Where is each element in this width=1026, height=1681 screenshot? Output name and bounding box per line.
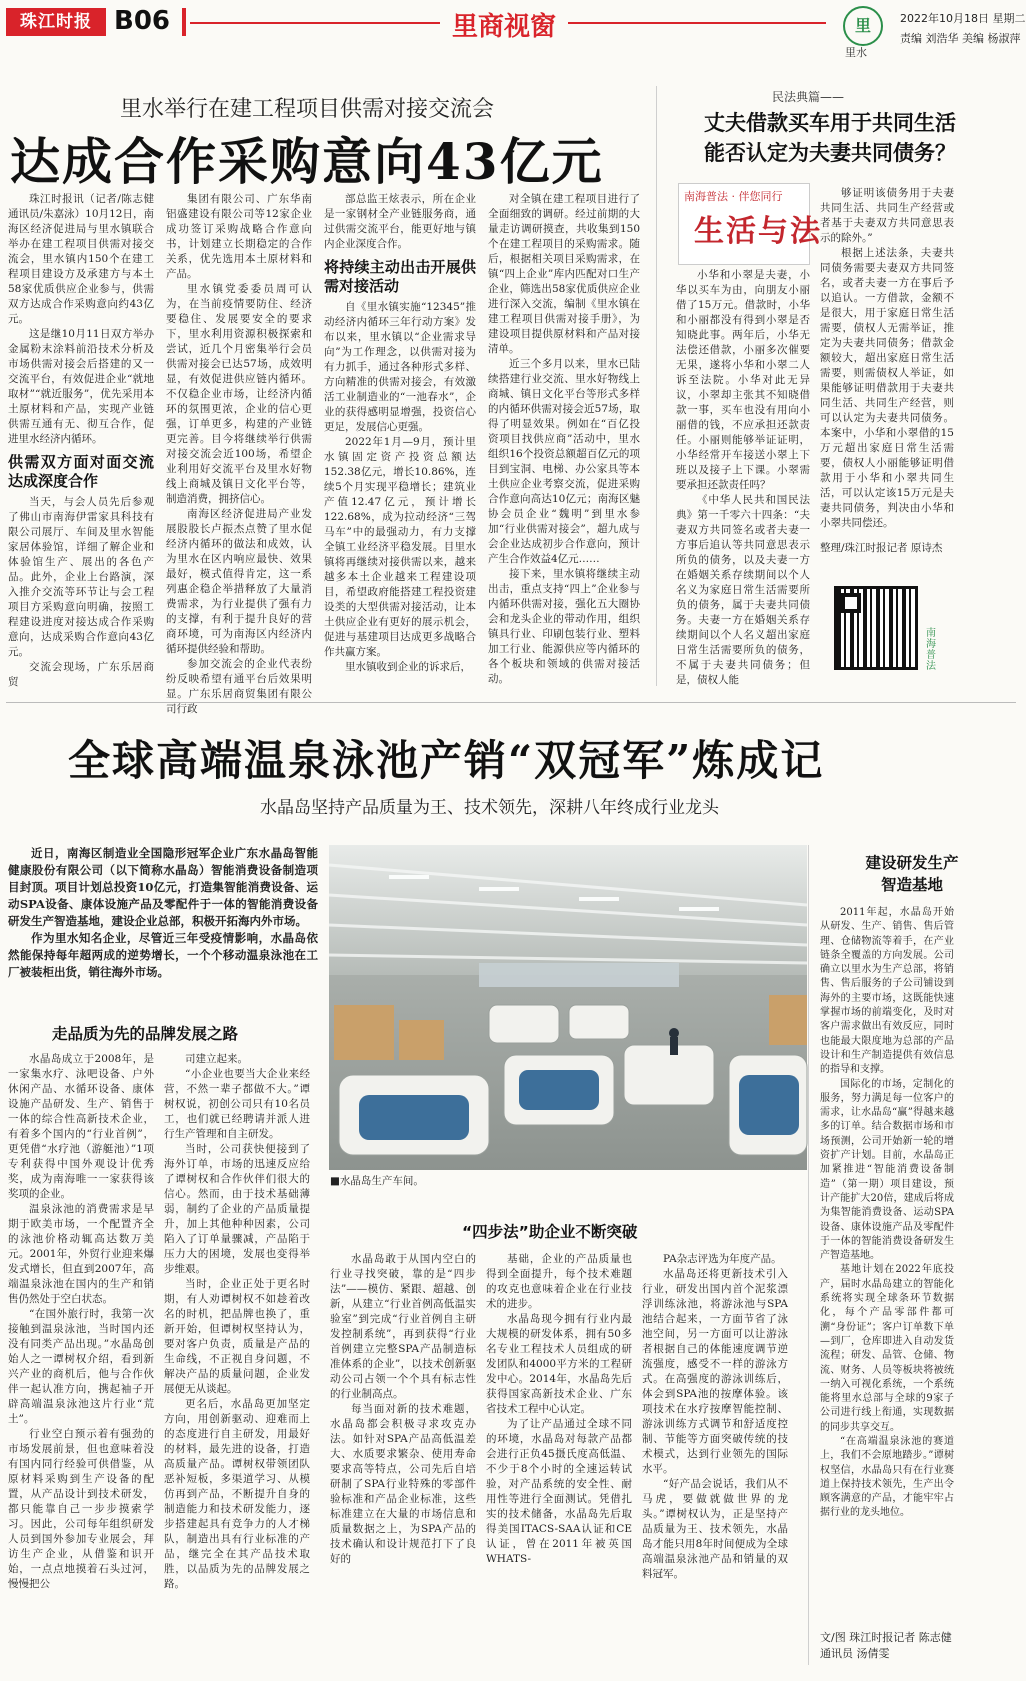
paragraph: 够证明该债务用于夫妻共同生活、共同生产经营或者基于夫妻双方共同意思表示的除外。” bbox=[820, 187, 954, 244]
paragraph: 水晶岛现今拥有行业内最大规模的研发体系，拥有50多名专业工程技术人员组成的研发团队和4000平方米的工程研发中心。2014年，水晶岛先后获得国家高新技术企业、广东省技术工程中心认定。 bbox=[486, 1313, 632, 1415]
paragraph: 当时，公司获快便接到了海外订单，市场的迅速反应给了谭树权和合作伙伴们很大的信心。然而，由于技术基础薄弱，制约了企业的产品质量提升，加上其他种种因素，公司陷入了订单量骤减，产品陷于压力大的困境，发展也变得举步维艰。 bbox=[164, 1143, 310, 1275]
paragraph: 自《里水镇实施“12345”推动经济内循环三年行动方案》发布以来，里水镇以“企业需求导向”为工作理念，以供需对接为有力抓手，通过各种形式多样、方向精准的供需对接会，有效激活工业制造业的“一池春水”，企业的获得感明显增强，投资信心更足，发展信心更强。 bbox=[324, 301, 476, 433]
district-name: 里水 bbox=[845, 46, 867, 59]
paragraph: 参加交流会的企业代表纷纷反映希望有通平台后效果明显。广东乐居商贸集团有限公司行政 bbox=[166, 658, 312, 715]
legal-column-tagline: 南海普法 · 伴您同行 bbox=[684, 190, 783, 203]
article1-subtitle: 里水举行在建工程项目供需对接交流会 bbox=[120, 97, 495, 122]
paragraph: 集团有限公司、广东华南铝盛建设有限公司等12家企业成功签订采购战略合作意向书，计划建立长期稳定的合作关系，优先选用本土原材料和产品。 bbox=[166, 193, 312, 280]
paragraph: “小企业也要当大企业来经营，不然一辈子都做不大。”谭树权说，初创公司只有10名员工，也们就已经聘请并派人进行生产管理和自主研发。 bbox=[164, 1068, 310, 1140]
section-divider bbox=[6, 702, 1016, 703]
paragraph: 小华和小翠是夫妻，小华以买车为由，向朋友小丽借了15万元。借款时，小华和小丽都没有得到小翠是否知晓此事。两年后，小华无法偿还借款，小丽多次催要无果，遂将小华和小翠二人诉至法院。小华对此无异议，小翠却主张其不知晓借款一事，买车也没有用向小丽借的钱，不应承担还款责任。小丽则能够举证证明，小华经常开车接送小翠上下班以及接子上下课。小翠需要承担还款责任吗？ bbox=[676, 269, 810, 491]
article2-title: 全球高端温泉泳池产销“双冠军”炼成记 bbox=[68, 736, 825, 785]
paragraph: 对全镇在建工程项目进行了全面细致的调研。经过前期的大量走访调研摸查，共收集到150个在建工程项目的采购需求。随后，根据相关项目采购需求，在镇“四上企业”库内匹配对口生产企业，筛选出58家优质供应企业进行深入交流，编制《里水镇在建工程项目供需对接手册》，为建设项目提供原材料和产品对接清单。 bbox=[488, 193, 640, 355]
paragraph: “在国外旅行时，我第一次接触到温泉泳池，当时国内还没有同类产品出现。”水晶岛创始人之一谭树权介绍，看到新兴产业的商机后，他与合作伙伴一起认准方向，携起袖子开辟高端温泉泳池这片行业“荒土”。 bbox=[8, 1308, 154, 1425]
factory-floor-image bbox=[329, 845, 807, 1170]
qr-code-label: 南海普法 bbox=[926, 628, 936, 672]
paragraph: 为了让产品通过全球不同的环境，水晶岛对每款产品都会进行正负45摄氏度高低温、不少于8个小时的全速运转试验，对产品系统的安全性、耐用性等进行全面测试。凭借扎实的技术储备，水晶岛先后取得美国ITACS-SAA认证和CE认证，曾在2011年被英国WHATS- bbox=[486, 1418, 632, 1565]
article2-column-2 bbox=[164, 1052, 310, 1664]
article1-column-2 bbox=[166, 192, 312, 715]
legal-title bbox=[680, 108, 980, 168]
legal-title-line-1: 丈夫借款买车用于共同生活 bbox=[704, 111, 956, 135]
paragraph: PA杂志评选为年度产品。 bbox=[663, 1253, 782, 1265]
article2-column-3 bbox=[330, 1252, 476, 1664]
article1-subheading-1: 供需双方面对面交流达成深度合作 bbox=[8, 453, 154, 490]
paragraph: 部总监王炫表示，所在企业是一家钢材全产业链服务商，通过供需交流平台，能更好地与镇内企业深度合作。 bbox=[324, 193, 476, 250]
district-logo-icon: 里 bbox=[843, 6, 883, 46]
article1-column-4 bbox=[488, 192, 640, 685]
article2-subheading-1: 走品质为先的品牌发展之路 bbox=[52, 1025, 239, 1043]
paragraph: 2011年起，水晶岛开始从研发、生产、销售、售后管理、仓储物流等着手，在产业链条全覆盖的方向发展。公司确立以里水为生产总部，将销售、售后服务的子公司铺设到海外的主要市场，这既能快速掌握市场的前端变化，及时对客户需求做出有效反应，同时也能最大限度地为总部的产品设计和生产制造提供有效信息的指导和支撑。 bbox=[820, 907, 954, 1076]
paragraph: 行业空白预示着有强劲的市场发展前景，但也意味着没有国内同行经验可供借鉴，从原材料采购到生产设备的配置，从产品设计到技术研发，都只能靠自己一步步摸索学习。因此，公司每年组织研发人员到国外参加专业展会，拜访生产企业，从借鉴和识开始，一点点地摸着石头过河，慢慢把公 bbox=[8, 1428, 154, 1590]
qr-code-icon[interactable] bbox=[834, 586, 918, 670]
photo-caption: ■水晶岛生产车间。 bbox=[330, 1175, 424, 1187]
article2-lead bbox=[8, 845, 318, 995]
paragraph: 温泉泳池的消费需求是早期于欧美市场，一个配置齐全的泳池价格动辄高达数万美元。2001年，外贸行业迎来爆发式增长，但直到2007年，高端温泉泳池在国内的生产和销售仍然处于空白状态。 bbox=[8, 1203, 154, 1305]
newspaper-logo: 珠江时报 bbox=[6, 8, 106, 36]
paragraph: 2022年1月—9月，预计里水镇固定资产投资总额达152.38亿元，增长10.86%，连续5个月实现平稳增长；建筑业产值12.47亿元，预计增长122.68%，成为拉动经济“三驾马车”中的最强动力，有力支撑全镇工业经济平稳发展。目里水镇将再继续对接供需以来，越来越多本土企业越来工程建设项目，希望政府能搭建工程投资建设类的大型供需对接活动，让本土供应企业有更好的展示机会，促进与基建项目达成更多战略合作共赢方案。 bbox=[324, 436, 476, 658]
paragraph: “好产品会说话，我们从不马虎，要做就做世界的龙头。”谭树权认为，正是坚持产品质量为王、技术领先，水晶岛才能只用8年时间便成为全球高端温泉泳池产品和销量的双料冠军。 bbox=[642, 1478, 788, 1580]
paragraph: 《中华人民共和国民法典》第一千零六十四条：“夫妻双方共同签名或者夫妻一方事后追认等共同意思表示所负的债务，以及夫妻一方在婚姻关系存续期间以个人名义为家庭日常生活需要所负的债务，属于夫妻共同债务。夫妻一方在婚姻关系存续期间以个人名义超出家庭日常生活需要所负的债务，不属于夫妻共同债务；但是，债权人能 bbox=[676, 494, 810, 686]
paragraph: 水晶岛成立于2008年，是一家集水疗、泳吧设备、户外休闲产品、水循环设备、康体设施产品研发、生产、销售于一体的综合性高新技术企业，有着多个国内的“行业首例”，更凭借“水疗池（游艇池）”1项专利获得中国外观设计优秀奖，成为南海唯一一家获得该奖项的企业。 bbox=[8, 1053, 154, 1200]
paragraph: 南海区经济促进局产业发展股股长卢振杰点赞了里水促经济内循环的做法和成效，认为里水在区内响应最快、效果最好，模式值得肯定，这一系列惠企稳企举措释放了大量消费需求，为行业提供了强有力的支撑，有利于提升良好的营商环境，可为南海区内经济内循环提供经验和帮助。 bbox=[166, 508, 312, 655]
article2-column-4 bbox=[486, 1252, 632, 1664]
header-bar bbox=[182, 8, 186, 36]
paragraph: 水晶岛还将更新技术引入行业，研发出国内首个泥浆漂浮训练泳池，将游泳池与SPA池结合起来，一方面节省了泳池空间，另一方面可以让游泳者根据自己的体能速度调节逆流强度，感受不一样的游泳方式。在高强度的游泳训练后，体会到SPA池的按摩体验。该项技术在水疗按摩智能控制、游泳训练方式调节和舒适度控制、节能等方面突破传统的技术模式，达到行业领先的国际水平。 bbox=[642, 1268, 788, 1475]
legal-column-b bbox=[820, 186, 954, 538]
paragraph: 更名后，水晶岛更加坚定方向，用创新驱动、迎难而上的态度进行自主研发，用最好的材料，最先进的设备，打造高质量产品。谭树权带领团队恶补短板，多渠道学习、从模仿再到产品，不断提升自身的制造能力和技术研发能力，逐步搭建起具有竞争力的人才梯队，制造出具有行业标准的产品，继完全在其产品技术取胜，以品质为先的品牌发展之路。 bbox=[164, 1398, 310, 1590]
paragraph: 水晶岛敢于从国内空白的行业寻找突破，靠的是“四步法”——模仿、紧跟、超越、创新，从建立“行业首例高低温实验室”到完成“行业首例自主研发控制系统”，再到获得“行业首例建立完整SPA产品制造标准体系的企业”，以技术创新驱动公司占领一个个具有标志性的行业制高点。 bbox=[330, 1253, 476, 1400]
subheading-line-2: 智造基地 bbox=[880, 876, 943, 894]
factory-photo bbox=[329, 845, 807, 1170]
paragraph: 作为里水知名企业，尽管近三年受疫情影响，水晶岛依然能保持每年超两成的逆势增长，一个个移动温泉泳池在工厂被装柜出货，销往海外市场。 bbox=[8, 931, 318, 979]
paragraph: 交流会现场，广东乐居商贸 bbox=[8, 661, 154, 688]
legal-title-line-2: 能否认定为夫妻共同债务？ bbox=[704, 141, 956, 165]
legal-kicker: 民法典篇—— bbox=[772, 90, 845, 104]
byline-line-2: 通讯员 汤倩雯 bbox=[820, 1647, 890, 1660]
paragraph: 根据上述法条，夫妻共同债务需要夫妻双方共同签名，或者夫妻一方在事后予以追认。一方借款，金额不是很大，用于家庭日常生活需要，债权人无需举证，推定为夫妻共同债务；借款金额较大，超出家庭日常生活需要，则需债权人举证，如果能够证明借款用于夫妻共同生活、共同生产经营，则可以认定为夫妻共同债务。本案中，小华和小翠借的15万元超出家庭日常生活需要，债权人小丽能够证明借款用于小华和小翠共同生活，可以认定该15万元是夫妻共同债务，判决由小华和小翠共同偿还。 bbox=[820, 247, 954, 529]
article2-byline bbox=[820, 1630, 1000, 1662]
paragraph: 里水镇收到企业的诉求后， bbox=[345, 661, 471, 673]
issue-date: 2022年10月18日 星期二 bbox=[900, 12, 1026, 25]
column-divider bbox=[808, 845, 809, 1665]
subheading-line-1: 建设研发生产 bbox=[865, 854, 959, 872]
article2-subheading-3 bbox=[832, 852, 992, 896]
article1-title: 达成合作采购意向43亿元 bbox=[10, 132, 604, 191]
paragraph: 国际化的市场，定制化的服务，努力满足每一位客户的需求，让水晶岛“赢”得越来越多的订单。结合数据市场和市场预测，公司开始新一轮的增资扩产计划。目前，水晶岛正加紧推进“智能消费设备制造”（第一期）项目建设，预计产能扩大20倍，建成后将成为集智能消费设备、运动SPA设备、康体设施产品及零配件于一体的智能消费设备研发生产智造基地。 bbox=[820, 1078, 954, 1262]
paragraph: 近三个多月以来，里水已陆续搭建行业交流、里水好物线上商城、镇日文化平台等形式多样的内循环供需对接会近57场，取得了明显效果。例如在“百亿投资项目找供应商”活动中，里水组织16个投资总额超百亿元的项目到宝洞、电梯、办公家具等本土供应企业考察交流，促进采购合作意向高达10亿元；南海区魅协会员企业“魏明”到里水参加“行业供需对接会”，超九成与会企业达成初步合作意向，预计产生合作效益4亿元…… bbox=[488, 358, 640, 565]
article2-column-6 bbox=[820, 906, 954, 1624]
paragraph: 当天，与会人员先后参观了佛山市南海伊雷家具科技有限公司展厅、车间及里水智能家居体验馆，详细了解企业和体验馆生产、展出的各色产品。此外，企业上台路演，深入推介交流等环节让与会工程项目方采购意向明确，按照工程建设进度对接达成合作采购意向，达成采购合作意向43亿元。 bbox=[8, 496, 154, 658]
paragraph: 每当面对新的技术难题，水晶岛都会积极寻求攻克办法。如针对SPA产品高低温差大、水质要求繁杂、使用寿命要求高等特点，公司先后自培研制了SPA行业特殊的零部件验标准和产品企业标准，这些标准建立在大量的市场信息和质量数据之上，为SPA产品的技术确认和设计规范打下了良好的 bbox=[330, 1403, 476, 1565]
paragraph: 基地计划在2022年底投产，届时水晶岛建立的智能化系统将实现全球条环节数据化，每个产品零部件都可溯“身份证”；客户订单数下单—到厂，仓库即进入自动发货流程；研发、品管、仓储、物流、财务、人员等板块将被统一纳入可视化系统，一个系统能将里水总部与全球的9家子公司进行线上衔通，实现数据的同步共享交互。 bbox=[820, 1264, 954, 1433]
paragraph: “在高端温泉泳池的赛道上，我们不会原地踏步。”谭树权坚信，水晶岛只有在行业赛道上保持技术领先，生产出令顾客满意的产品，才能牢牢占据行业的龙头地位。 bbox=[820, 1435, 954, 1519]
article2-subheading-2: “四步法”助企业不断突破 bbox=[462, 1223, 638, 1241]
article2-subtitle: 水晶岛坚持产品质量为王、技术领先，深耕八年终成行业龙头 bbox=[260, 798, 719, 818]
paragraph: 这是继10月11日双方举办金属粉末涂料前沿技术分析及市场供需对接会后搭建的又一交流平台，有效促进企业“就地取材”“就近服务”，优先采用本土原材料和产品，实现产业链供需互通有无、彻互合作，促进里水经济内循环。 bbox=[8, 328, 154, 445]
paragraph: 当时，企业正处于更名时期，有人劝谭树权不如趁着改名的时机，把品牌也换了，重新开始，但谭树权坚持认为，要对客户负责，质量是产品的生命线，不正视自身问题，不解决产品的质量问题，企业发展便无从谈起。 bbox=[164, 1278, 310, 1395]
section-title: 里商视窗 bbox=[440, 6, 568, 43]
legal-column-a bbox=[676, 268, 810, 686]
editor-credits: 责编 刘浩华 美编 杨淑萍 bbox=[900, 32, 1021, 45]
article1-subheading-2: 将持续主动出击开展供需对接活动 bbox=[324, 258, 476, 295]
paragraph: 近日，南海区制造业全国隐形冠军企业广东水晶岛智能健康股份有限公司（以下简称水晶岛）智能消费设备制造项目封顶。项目计划总投资10亿元，打造集智能消费设备、运动SPA设备、康体设施产品及零配件于一体的智能消费设备研发生产智造基地，建设企业总部，积极开拓海内外市场。 bbox=[8, 846, 318, 928]
paragraph: 珠江时报讯（记者/陈志健 通讯员/朱嘉泳）10月12日，南海区经济促进局与里水镇联合举办在建工程项目供需对接交流会，里水镇内150个在建工程项目建设方及承建方与本土58家优质供应企业参与，供需双方达成合作采购意向约43亿元。 bbox=[8, 193, 154, 325]
article1-column-3 bbox=[324, 192, 476, 682]
article1-column-1 bbox=[8, 192, 154, 688]
paragraph: 基础，企业的产品质量也得到全面提升，每个技术难题的攻克也意味着企业在行业技术的进步。 bbox=[486, 1253, 632, 1310]
legal-column-brand: 生活与法 bbox=[694, 214, 822, 249]
paragraph: 里水镇党委委员周可认为，在当前疫情要防住、经济要稳住、发展要安全的要求下，里水利用资源积极探索和尝试，近几个月密集举行会员供需对接会已达57场，成效明显，有效促进供应链内循环。不仅稳企业市场，让经济内循环的氛围更浓，企业的信心更强，订单更多，构建的产业链更完善。目今将继续举行供需对接交流会近100场，希望企业利用好交流平台及里水好物线上商城及镇日文化平台等，制造消费，拥挤信心。 bbox=[166, 283, 312, 505]
page-number: B06 bbox=[114, 6, 170, 36]
column-divider bbox=[656, 86, 657, 686]
legal-byline: 整理/珠江时报记者 原诗杰 bbox=[820, 542, 943, 554]
article2-column-5 bbox=[642, 1252, 788, 1664]
article2-column-1 bbox=[8, 1052, 154, 1664]
paragraph: 接下来，里水镇将继续主动出击，重点支持“四上”企业参与内循环供需对接，强化五大圈协会和龙头企业的带动作用，组织镇具行业、印刷包装行业、塑料加工行业、能源供应等内循环的各个板块和领域的供需对接活动。 bbox=[488, 568, 640, 685]
paragraph: 司建立起来。 bbox=[185, 1053, 248, 1065]
byline-line-1: 文/图 珠江时报记者 陈志健 bbox=[820, 1631, 952, 1644]
